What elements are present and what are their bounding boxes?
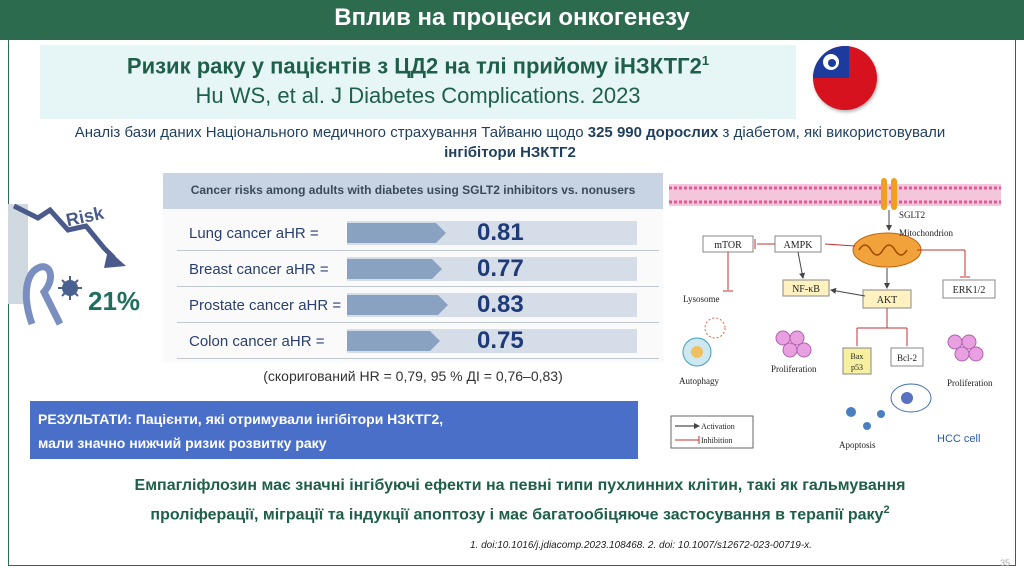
- sglt2-mechanism-diagram: [665, 178, 1005, 458]
- cancer-risk-table: [163, 173, 663, 363]
- cancer-ribbon-icon: [26, 267, 60, 324]
- study-citation: Hu WS, et al. J Diabetes Complications. 2023: [195, 83, 641, 108]
- empagliflozin-line2: проліферації, міграції та індукції апоптозу і має багатообіцяюче застосування в терапії раку: [150, 506, 884, 524]
- node-ampk: [775, 236, 821, 252]
- table-row: [177, 325, 659, 359]
- results-line1: РЕЗУЛЬТАТИ: Пацієнти, які отримували інгібітори НЗКТГ2,: [38, 411, 444, 427]
- label-ampk: AMPK: [783, 240, 813, 251]
- label-apoptosis: Apoptosis: [839, 440, 876, 450]
- diagram-legend: [671, 416, 753, 448]
- virus-icon: [58, 276, 82, 300]
- results-box: [30, 401, 638, 459]
- row-value: 0.75: [477, 327, 524, 354]
- table-row: [177, 289, 659, 323]
- analysis-part1: Аналіз бази даних Національного медичного страхування Тайваню щодо: [74, 124, 588, 141]
- risk-label: Risk: [64, 202, 106, 231]
- label-mtor: mTOR: [714, 240, 742, 251]
- row-bar-fill: [347, 259, 432, 279]
- label-bax: Bax: [850, 352, 864, 361]
- analysis-text: [60, 123, 960, 163]
- taiwan-flag-icon: [813, 46, 877, 110]
- row-bar-fill: [347, 331, 430, 351]
- lysosome-icon: [683, 318, 725, 366]
- label-bcl2: Bcl-2: [897, 353, 917, 363]
- empagliflozin-sup: 2: [883, 504, 890, 516]
- mitochondrion-icon: [853, 233, 921, 267]
- label-akt: AKT: [876, 295, 898, 306]
- node-akt: [863, 290, 911, 308]
- analysis-bold1: 325 990 дорослих: [587, 124, 719, 141]
- page-number: 35: [1000, 558, 1011, 568]
- legend-inhibition: Inhibition: [701, 436, 733, 445]
- node-nfkb: [783, 280, 829, 296]
- study-title: [40, 53, 796, 79]
- study-title-sup: 1: [701, 53, 710, 68]
- node-bcl2: [891, 348, 923, 366]
- empagliflozin-text: [30, 474, 1010, 527]
- row-value: 0.77: [477, 255, 524, 282]
- cell-membrane: [669, 184, 1001, 206]
- row-label: Prostate cancer aHR =: [189, 297, 342, 314]
- label-erk: ERK1/2: [952, 285, 986, 296]
- table-row: [177, 217, 659, 251]
- row-label: Breast cancer aHR =: [189, 261, 329, 278]
- label-lysosome: Lysosome: [683, 294, 720, 304]
- label-hcc-cell: HCC cell: [937, 433, 981, 445]
- row-bar-fill: [347, 223, 436, 243]
- label-sglt2: SGLT2: [899, 210, 926, 220]
- results-line2: мали значно нижчий ризик розвитку раку: [38, 435, 327, 451]
- flag-sun: [823, 54, 839, 70]
- node-erk: [943, 280, 995, 298]
- label-mitochondrion: Mitochondrion: [899, 228, 953, 238]
- study-title-text: Ризик раку у пацієнтів з ЦД2 на тлі прийому іНЗКТГ2: [126, 53, 702, 79]
- study-header: [40, 45, 796, 119]
- slide-title: Вплив на процеси онкогенезу: [334, 4, 690, 31]
- adjusted-hr: (скоригований HR = 0,79, 95 % ДІ = 0,76–0,83): [263, 368, 563, 384]
- label-nfkb: NF-κB: [792, 284, 820, 295]
- table-header: [163, 173, 663, 209]
- label-p53: p53: [851, 363, 863, 372]
- row-bar-fill: [347, 295, 438, 315]
- table-title: Cancer risks among adults with diabetes using SGLT2 inhibitors vs. nonusers: [190, 183, 636, 197]
- analysis-part2: з діабетом, які використовували: [718, 124, 946, 141]
- analysis-bold2: інгібітори НЗКТГ2: [444, 144, 576, 161]
- legend-activation: Activation: [701, 422, 735, 431]
- empagliflozin-line2-wrap: [30, 498, 1010, 527]
- row-label: Lung cancer aHR =: [189, 225, 319, 242]
- empagliflozin-line1: Емпагліфлозин має значні інгібуючі ефекти на певні типи пухлинних клітин, такі як гальмування: [134, 477, 906, 494]
- label-proliferation-1: Proliferation: [771, 364, 817, 374]
- node-bax-p53: [843, 348, 871, 374]
- proliferation-cells-icon-2: [948, 335, 983, 361]
- label-proliferation-2: Proliferation: [947, 378, 993, 388]
- row-value: 0.83: [477, 291, 524, 318]
- table-row: [177, 253, 659, 287]
- row-value: 0.81: [477, 219, 524, 246]
- proliferation-cells-icon-1: [776, 331, 811, 357]
- risk-reduction-percent: 21%: [88, 286, 141, 316]
- row-label: Colon cancer aHR =: [189, 333, 325, 350]
- title-bar: [0, 0, 1024, 40]
- apoptosis-cells-icon: [846, 384, 931, 430]
- references: 1. doi:10.1016/j.jdiacomp.2023.108468. 2. doi: 10.1007/s12672-023-00719-x.: [470, 540, 812, 551]
- label-autophagy: Autophagy: [679, 376, 719, 386]
- node-mtor: [703, 236, 753, 252]
